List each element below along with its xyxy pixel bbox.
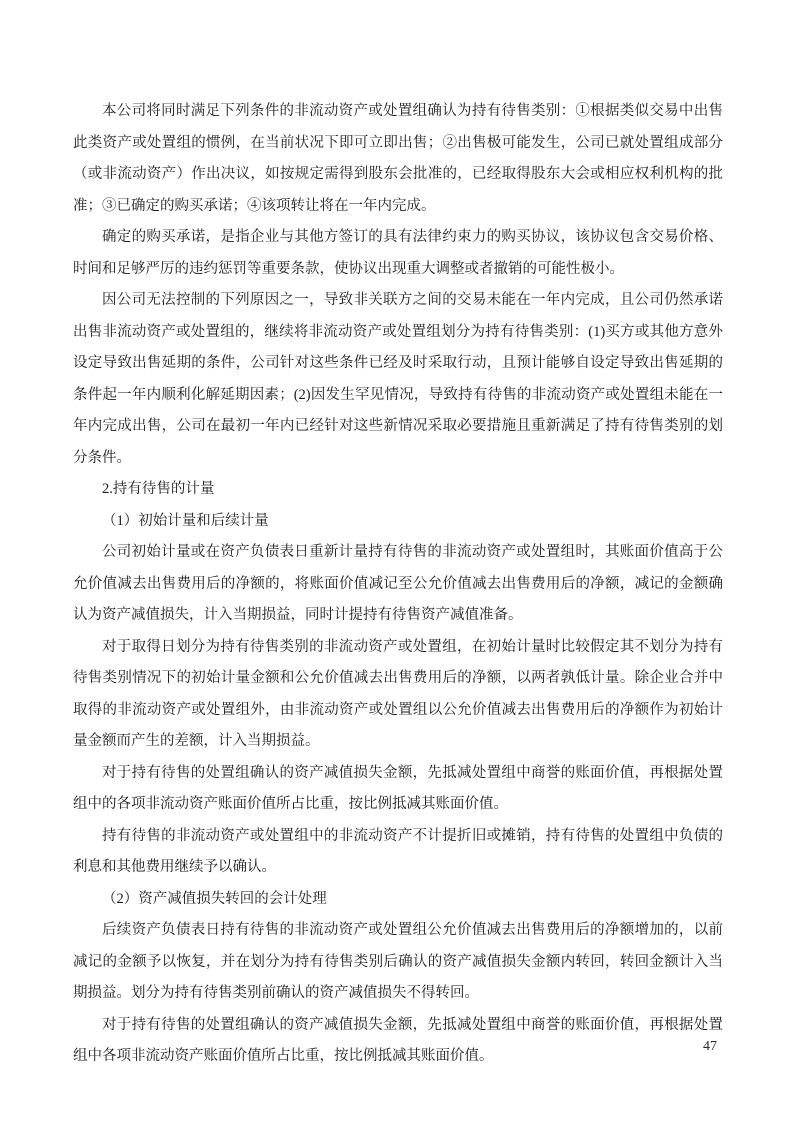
document-paragraph: 因公司无法控制的下列原因之一，导致非关联方之间的交易未能在一年内完成，且公司仍然承诺出售非流动资产或处置组的，继续将非流动资产或处置组划分为持有待售类别：(1)买方或其他方意外设定导致出售延期的条件，公司针对这些条件已经及时采取行动，且预计能够自设定导致出售延期的条件起一年内顺利化解延期因素；(2)因发生罕见情况，导致持有待售的非流动资产或处置组未能在一年内完成出售，公司在最初一年内已经针对这些新情况采取必要措施且重新满足了持有待售类别的划分条件。 (73, 292, 723, 466)
section-heading-impairment-reversal: （2）资产减值损失转回的会计处理 (102, 890, 327, 907)
section-heading-measurement: 2.持有待售的计量 (102, 481, 215, 497)
document-paragraph: 确定的购买承诺，是指企业与其他方签订的具有法律约束力的购买协议，该协议包含交易价格、时间和足够严厉的违约惩罚等重要条款，使协议出现重大调整或者撤销的可能性极小。 (73, 229, 723, 277)
document-paragraph: 对于取得日划分为持有待售类别的非流动资产或处置组，在初始计量时比较假定其不划分为持有待售类别情况下的初始计量金额和公允价值减去出售费用后的净额，以两者孰低计量。除企业合并中取得的非流动资产或处置组外，由非流动资产或处置组以公允价值减去出售费用后的净额作为初始计量金额而产生的差额，计入当期损益。 (73, 638, 723, 749)
document-paragraph: 本公司将同时满足下列条件的非流动资产或处置组确认为持有待售类别：①根据类似交易中出售此类资产或处置组的惯例，在当前状况下即可立即出售；②出售极可能发生，公司已就处置组成部分（或非流动资产）作出决议，如按规定需得到股东会批准的，已经取得股东大会或相应权利机构的批准；③已确定的购买承诺；④该项转让将在一年内完成。 (73, 103, 723, 214)
document-body (73, 96, 723, 1073)
document-paragraph: 对于持有待售的处置组确认的资产减值损失金额，先抵减处置组中商誉的账面价值，再根据处置组中各项非流动资产账面价值所占比重，按比例抵减其账面价值。 (73, 1016, 723, 1064)
page-number: 47 (703, 1039, 717, 1054)
document-paragraph: 公司初始计量或在资产负债表日重新计量持有待售的非流动资产或处置组时，其账面价值高于公允价值减去出售费用后的净额的，将账面价值减记至公允价值减去出售费用后的净额，减记的金额确认为资产减值损失，计入当期损益，同时计提持有待售资产减值准备。 (73, 544, 723, 623)
document-paragraph: 对于持有待售的处置组确认的资产减值损失金额，先抵减处置组中商誉的账面价值，再根据处置组中的各项非流动资产账面价值所占比重，按比例抵减其账面价值。 (73, 764, 723, 812)
document-paragraph: 持有待售的非流动资产或处置组中的非流动资产不计提折旧或摊销，持有待售的处置组中负债的利息和其他费用继续予以确认。 (73, 827, 723, 875)
section-heading-initial-subsequent-measurement: （1）初始计量和后续计量 (102, 512, 269, 529)
document-paragraph: 后续资产负债表日持有待售的非流动资产或处置组公允价值减去出售费用后的净额增加的，以前减记的金额予以恢复，并在划分为持有待售类别后确认的资产减值损失金额内转回，转回金额计入当期损益。划分为持有待售类别前确认的资产减值损失不得转回。 (73, 922, 723, 1001)
